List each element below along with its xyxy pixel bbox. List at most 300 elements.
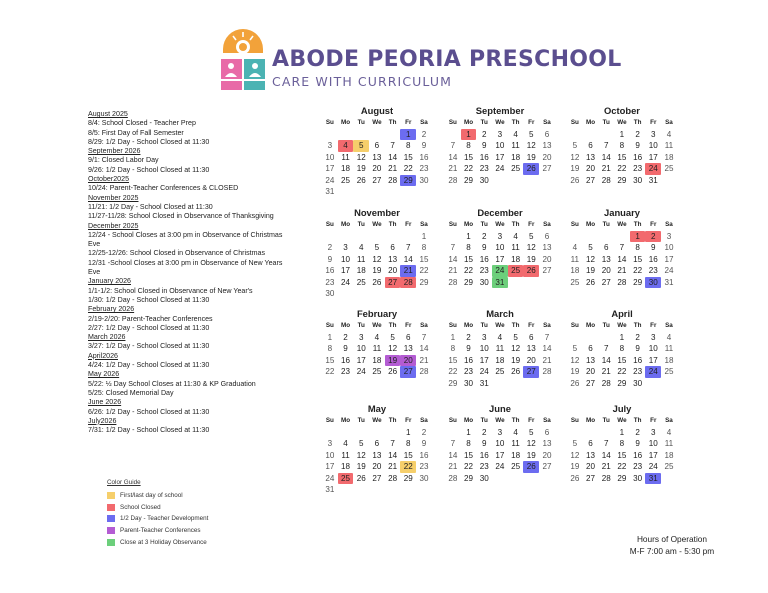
calendar-day: 20 (372, 164, 382, 174)
calendar-day: 3 (651, 427, 656, 437)
calendar-day: 25 (495, 367, 505, 377)
calendar-day: 1 (406, 427, 411, 437)
empty-day (369, 129, 385, 141)
calendar-day: 16 (633, 450, 643, 460)
calendar-day: 11 (357, 254, 366, 264)
calendar-day: 15 (617, 152, 627, 162)
calendar-day: 7 (450, 439, 456, 449)
calendar-day: 12 (388, 344, 398, 354)
calendar-day: 11 (664, 344, 674, 354)
highlighted-day: 28 (400, 277, 416, 289)
empty-day (567, 231, 583, 243)
calendar-day: 13 (601, 254, 611, 264)
calendar-day: 21 (448, 266, 458, 276)
calendar-day: 10 (664, 243, 674, 253)
calendar-day: 9 (635, 141, 640, 151)
highlighted-day: 5 (353, 140, 369, 152)
weekday-label: We (495, 119, 505, 126)
highlighted-day: 1 (461, 129, 477, 141)
highlighted-day: 4 (338, 140, 354, 152)
calendar-day: 23 (325, 277, 335, 287)
calendar-day: 22 (617, 164, 627, 174)
calendar-day: 22 (464, 164, 474, 174)
calendar-day: 3 (651, 129, 656, 139)
calendar-day: 20 (542, 152, 552, 162)
highlighted-day: 21 (400, 265, 416, 277)
calendar-day: 8 (635, 243, 640, 253)
month-heading: July2026 (88, 416, 117, 425)
weekday-label: Fr (528, 322, 535, 329)
color-swatch (107, 515, 115, 522)
calendar-day: 4 (513, 129, 518, 139)
calendar-day: 4 (572, 243, 578, 253)
weekday-label: Th (633, 119, 642, 126)
month-heading: June 2026 (88, 398, 122, 407)
weekday-label: Mo (585, 119, 596, 126)
calendar-day: 8 (466, 141, 471, 151)
weekday-label: Su (570, 221, 579, 228)
calendar-day: 26 (388, 367, 398, 377)
color-guide-item (107, 513, 208, 525)
calendar-day: 30 (633, 378, 643, 388)
calendar-day: 25 (664, 462, 674, 472)
calendar-day: 20 (601, 266, 611, 276)
event-note: 2/19-2/20: Parent-Teacher Conferences (88, 314, 213, 323)
calendar-day: 28 (448, 175, 458, 185)
calendar-day: 4 (374, 332, 380, 342)
calendar-day: 21 (448, 164, 458, 174)
empty-day (598, 332, 614, 344)
month-title: August (360, 105, 394, 116)
calendar-day: 25 (511, 462, 521, 472)
calendar-day: 6 (544, 129, 550, 139)
calendar-day: 6 (588, 141, 593, 151)
calendar-day: 29 (403, 473, 413, 483)
calendar-day: 14 (448, 254, 458, 264)
calendar-day: 15 (448, 355, 458, 365)
calendar-day: 17 (495, 254, 505, 264)
calendar-day: 28 (542, 367, 552, 377)
empty-day (322, 427, 338, 439)
color-guide-item (107, 536, 208, 548)
color-guide (107, 479, 208, 548)
calendar-day: 6 (529, 332, 534, 342)
calendar-day: 14 (617, 254, 627, 264)
empty-day (445, 231, 461, 243)
weekday-label: Su (448, 322, 457, 329)
month-title: January (604, 207, 640, 218)
calendar-day: 27 (586, 175, 596, 185)
calendar-day: 3 (481, 332, 487, 342)
calendar-day: 2 (635, 427, 640, 437)
weekday-label: Th (388, 119, 397, 126)
calendar-day: 7 (603, 141, 609, 151)
calendar-day: 11 (511, 439, 520, 449)
calendar-day: 22 (448, 367, 458, 377)
calendar-day: 13 (403, 344, 413, 354)
calendar-day: 17 (664, 254, 674, 264)
calendar-day: 24 (664, 266, 674, 276)
calendar-day: 12 (586, 254, 596, 264)
calendar-day: 11 (664, 439, 674, 449)
calendar-day: 25 (511, 164, 521, 174)
month-title: March (486, 308, 514, 319)
calendar-day: 1 (450, 332, 456, 342)
calendar-day: 28 (617, 277, 627, 287)
highlighted-day: 29 (400, 175, 416, 187)
calendar-day: 11 (495, 344, 505, 354)
school-tagline: CARE WITH CURRICULUM (272, 74, 452, 89)
weekday-label: Sa (420, 322, 428, 329)
calendar-day: 16 (341, 355, 351, 365)
calendar-day: 5 (588, 243, 593, 253)
event-note: 8/29: 1/2 Day - School Closed at 11:30 (88, 137, 210, 146)
empty-day (583, 427, 599, 439)
event-note: 4/24: 1/2 Day - School Closed at 11:30 (88, 361, 210, 370)
calendar-day: 8 (619, 141, 625, 151)
calendar-day: 12 (526, 243, 536, 253)
weekday-label: Mo (340, 119, 351, 126)
calendar-day: 19 (372, 266, 382, 276)
school-name: ABODE PEORIA PRESCHOOL (272, 47, 622, 72)
weekday-label: Sa (665, 221, 673, 228)
month-title: November (354, 207, 400, 218)
calendar-day: 15 (403, 152, 413, 162)
calendar-day: 31 (325, 187, 335, 197)
calendar-day: 10 (495, 439, 505, 449)
calendar-day: 14 (448, 152, 458, 162)
calendar-day: 10 (356, 344, 366, 354)
calendar-day: 18 (341, 462, 351, 472)
calendar-day: 13 (372, 450, 382, 460)
calendar-day: 13 (542, 439, 552, 449)
calendar-day: 26 (356, 473, 366, 483)
calendar-day: 5 (572, 439, 578, 449)
hours-title: Hours of Operation (636, 534, 708, 544)
highlighted-day: 25 (338, 473, 354, 485)
calendar-day: 28 (601, 378, 611, 388)
weekday-label: Fr (405, 417, 412, 424)
calendar-day: 16 (464, 355, 474, 365)
calendar-day: 29 (448, 378, 458, 388)
month-calendar (322, 308, 432, 378)
calendar-day: 6 (374, 141, 380, 151)
calendar-day: 27 (542, 462, 552, 472)
highlighted-day: 20 (400, 355, 416, 367)
calendar-day: 18 (372, 355, 382, 365)
weekday-label: Su (325, 119, 334, 126)
highlighted-day: 27 (523, 366, 539, 378)
calendar-day: 19 (570, 164, 580, 174)
hours-value: M-F 7:00 am - 5:30 pm (629, 545, 715, 556)
calendar-day: 7 (603, 344, 609, 354)
calendar-day: 18 (511, 254, 521, 264)
calendar-day: 22 (633, 266, 643, 276)
weekday-label: Mo (463, 221, 474, 228)
empty-day (445, 129, 461, 141)
weekday-label: Tu (480, 221, 488, 228)
calendar-day: 5 (374, 243, 380, 253)
empty-day (583, 129, 599, 141)
event-note: 2/27: 1/2 Day - School Closed at 11:30 (88, 323, 210, 332)
calendar-day: 23 (633, 367, 643, 377)
calendar-day: 30 (325, 289, 335, 299)
calendar-day: 3 (327, 141, 333, 151)
calendar-day: 30 (419, 175, 429, 185)
calendar-day: 21 (388, 164, 398, 174)
calendar-day: 16 (419, 450, 429, 460)
empty-day (322, 231, 338, 243)
highlighted-day: 19 (385, 355, 401, 367)
calendar-day: 21 (388, 462, 398, 472)
weekday-label: Fr (405, 221, 412, 228)
calendar-day: 18 (356, 266, 366, 276)
calendar-day: 15 (617, 450, 627, 460)
weekday-label: Th (633, 322, 642, 329)
weekday-label: Tu (357, 417, 365, 424)
calendar-day: 20 (586, 164, 596, 174)
weekday-label: Th (511, 119, 520, 126)
calendar-day: 14 (403, 254, 413, 264)
weekday-label: Su (448, 119, 457, 126)
month-calendar (445, 105, 555, 186)
color-guide-label: Parent-Teacher Conferences (120, 527, 201, 535)
calendar-day: 3 (651, 332, 656, 342)
calendar-day: 6 (406, 332, 411, 342)
highlighted-day: 26 (523, 163, 539, 175)
weekday-label: Th (511, 322, 520, 329)
month-heading: May 2026 (88, 370, 120, 379)
event-note: 5/25: Closed Memorial Day (88, 388, 174, 397)
calendar-day: 21 (617, 266, 627, 276)
calendar-day: 9 (481, 439, 487, 449)
weekday-label: Su (570, 417, 579, 424)
calendar-day: 17 (356, 355, 366, 365)
calendar-day: 27 (542, 164, 552, 174)
calendar-day: 17 (648, 450, 658, 460)
calendar-day: 27 (601, 277, 611, 287)
highlighted-day: 2 (645, 231, 661, 243)
calendar-day: 26 (372, 277, 382, 287)
calendar-day: 12 (356, 152, 366, 162)
month-heading: February 2026 (88, 305, 135, 314)
empty-day (400, 231, 416, 243)
calendar-day: 3 (358, 332, 364, 342)
weekday-label: We (617, 221, 627, 228)
calendar-day: 19 (356, 164, 366, 174)
weekday-label: Tu (357, 119, 365, 126)
calendar-day: 28 (388, 473, 398, 483)
calendar-day: 18 (511, 152, 521, 162)
calendar-day: 9 (421, 141, 427, 151)
hours-of-operation (620, 534, 724, 557)
weekday-label: We (372, 119, 382, 126)
calendar-day: 27 (542, 266, 552, 276)
weekday-label: Su (325, 417, 334, 424)
calendar-day: 11 (341, 152, 350, 162)
calendar-day: 22 (617, 367, 627, 377)
calendar-day: 10 (648, 439, 658, 449)
weekday-label: We (372, 322, 382, 329)
empty-day (353, 129, 369, 141)
color-guide-item (107, 502, 208, 514)
weekday-label: Sa (665, 119, 673, 126)
calendar-day: 11 (372, 344, 382, 354)
calendar-day: 12 (511, 344, 521, 354)
calendar-day: 29 (464, 473, 474, 483)
calendar-day: 16 (633, 355, 643, 365)
calendar-day: 19 (511, 355, 521, 365)
calendar-day: 15 (464, 152, 474, 162)
highlighted-day: 25 (508, 265, 524, 277)
calendar-day: 10 (341, 254, 351, 264)
calendar-day: 1 (619, 332, 625, 342)
weekday-label: Tu (480, 322, 488, 329)
calendar-day: 24 (495, 462, 505, 472)
calendar-day: 20 (372, 462, 382, 472)
calendar-day: 7 (406, 243, 411, 253)
weekday-label: Su (325, 322, 334, 329)
calendar-day: 4 (666, 332, 672, 342)
calendar-day: 28 (601, 473, 611, 483)
calendar-day: 18 (664, 355, 674, 365)
calendar-day: 11 (511, 141, 520, 151)
calendar-day: 29 (419, 277, 429, 287)
weekday-label: Sa (665, 322, 673, 329)
calendar-day: 16 (325, 266, 335, 276)
calendar-day: 29 (633, 277, 643, 287)
calendar-day: 18 (664, 450, 674, 460)
calendar-day: 7 (390, 439, 395, 449)
calendar-day: 22 (464, 266, 474, 276)
calendar-day: 27 (372, 473, 382, 483)
event-note: 10/24: Parent-Teacher Conferences & CLOSED (88, 184, 239, 193)
calendar-day: 19 (526, 254, 536, 264)
weekday-label: Fr (650, 221, 657, 228)
weekday-label: Th (388, 322, 397, 329)
calendar-day: 7 (603, 439, 609, 449)
calendar-day: 12 (570, 355, 580, 365)
calendar-day: 19 (526, 450, 536, 460)
calendar-day: 13 (372, 152, 382, 162)
calendar-day: 9 (481, 141, 487, 151)
calendar-day: 4 (666, 129, 672, 139)
calendar-day: 20 (542, 450, 552, 460)
event-note: 1/30: 1/2 Day - School Closed at 11:30 (88, 295, 210, 304)
calendar-day: 9 (343, 344, 348, 354)
weekday-label: We (495, 221, 505, 228)
calendar-day: 9 (635, 344, 640, 354)
calendar-day: 15 (403, 450, 413, 460)
weekday-label: Fr (405, 119, 412, 126)
event-note: 6/26: 1/2 Day - School Closed at 11:30 (88, 407, 210, 416)
month-title: May (367, 403, 387, 414)
weekday-label: Su (570, 119, 579, 126)
calendar-day: 14 (388, 152, 398, 162)
weekday-label: Tu (602, 221, 610, 228)
weekday-label: Su (448, 221, 457, 228)
calendar-day: 6 (374, 439, 380, 449)
weekday-label: Th (633, 417, 642, 424)
weekday-label: Tu (357, 221, 365, 228)
calendar-day: 1 (327, 332, 333, 342)
month-calendar (322, 403, 432, 496)
event-note: 9/26: 1/2 Day - School Closed at 11:30 (88, 165, 210, 174)
calendar-day: 2 (481, 427, 487, 437)
calendar-day: 24 (479, 367, 489, 377)
weekday-label: Mo (463, 322, 474, 329)
event-note: 1/1-1/2: School Closed in Observance of New Year's (88, 286, 253, 295)
calendar-day: 24 (341, 277, 351, 287)
month-heading: November 2025 (88, 193, 139, 202)
calendar-day: 22 (419, 266, 429, 276)
calendar-day: 11 (341, 450, 350, 460)
calendar-day: 5 (529, 129, 534, 139)
month-title: September (475, 105, 525, 116)
calendar-day: 13 (542, 243, 552, 253)
calendar-day: 8 (406, 141, 411, 151)
calendar-day: 8 (421, 243, 427, 253)
weekday-label: We (372, 221, 382, 228)
calendar-day: 21 (601, 462, 611, 472)
calendar-day: 12 (526, 439, 536, 449)
empty-day (583, 332, 599, 344)
calendar-day: 9 (327, 254, 333, 264)
calendar-day: 9 (635, 439, 640, 449)
calendar-day: 24 (325, 473, 335, 483)
calendar-day: 6 (544, 427, 550, 437)
weekday-label: Sa (665, 417, 673, 424)
weekday-label: Mo (463, 417, 474, 424)
weekday-label: We (372, 417, 382, 424)
weekday-label: We (495, 322, 505, 329)
calendar-day: 23 (341, 367, 351, 377)
calendar-day: 2 (481, 231, 487, 241)
empty-day (369, 231, 385, 243)
weekday-label: Fr (650, 322, 657, 329)
highlighted-day: 30 (645, 277, 661, 289)
weekday-label: We (495, 417, 505, 424)
calendar-day: 28 (419, 367, 429, 377)
calendar-day: 21 (448, 462, 458, 472)
month-heading: August 2025 (88, 110, 128, 118)
month-calendar (567, 308, 677, 389)
empty-day (385, 231, 401, 243)
calendar-day: 15 (633, 254, 643, 264)
empty-day (353, 427, 369, 439)
calendar-day: 21 (542, 355, 552, 365)
calendar-day: 20 (526, 355, 536, 365)
calendar-day: 13 (542, 141, 552, 151)
calendar-day: 17 (648, 152, 658, 162)
calendar-day: 20 (542, 254, 552, 264)
calendar-day: 30 (633, 473, 643, 483)
month-calendar (445, 308, 555, 389)
weekday-label: Mo (340, 322, 351, 329)
calendar-day: 13 (586, 355, 596, 365)
calendar-day: 15 (617, 355, 627, 365)
calendar-day: 15 (419, 254, 429, 264)
calendar-day: 9 (651, 243, 656, 253)
calendar-day: 31 (325, 485, 335, 495)
empty-day (598, 129, 614, 141)
calendar-day: 5 (390, 332, 395, 342)
calendar-day: 29 (617, 378, 627, 388)
empty-day (338, 427, 354, 439)
empty-day (583, 231, 599, 243)
calendar-day: 19 (570, 367, 580, 377)
calendar-day: 18 (511, 450, 521, 460)
